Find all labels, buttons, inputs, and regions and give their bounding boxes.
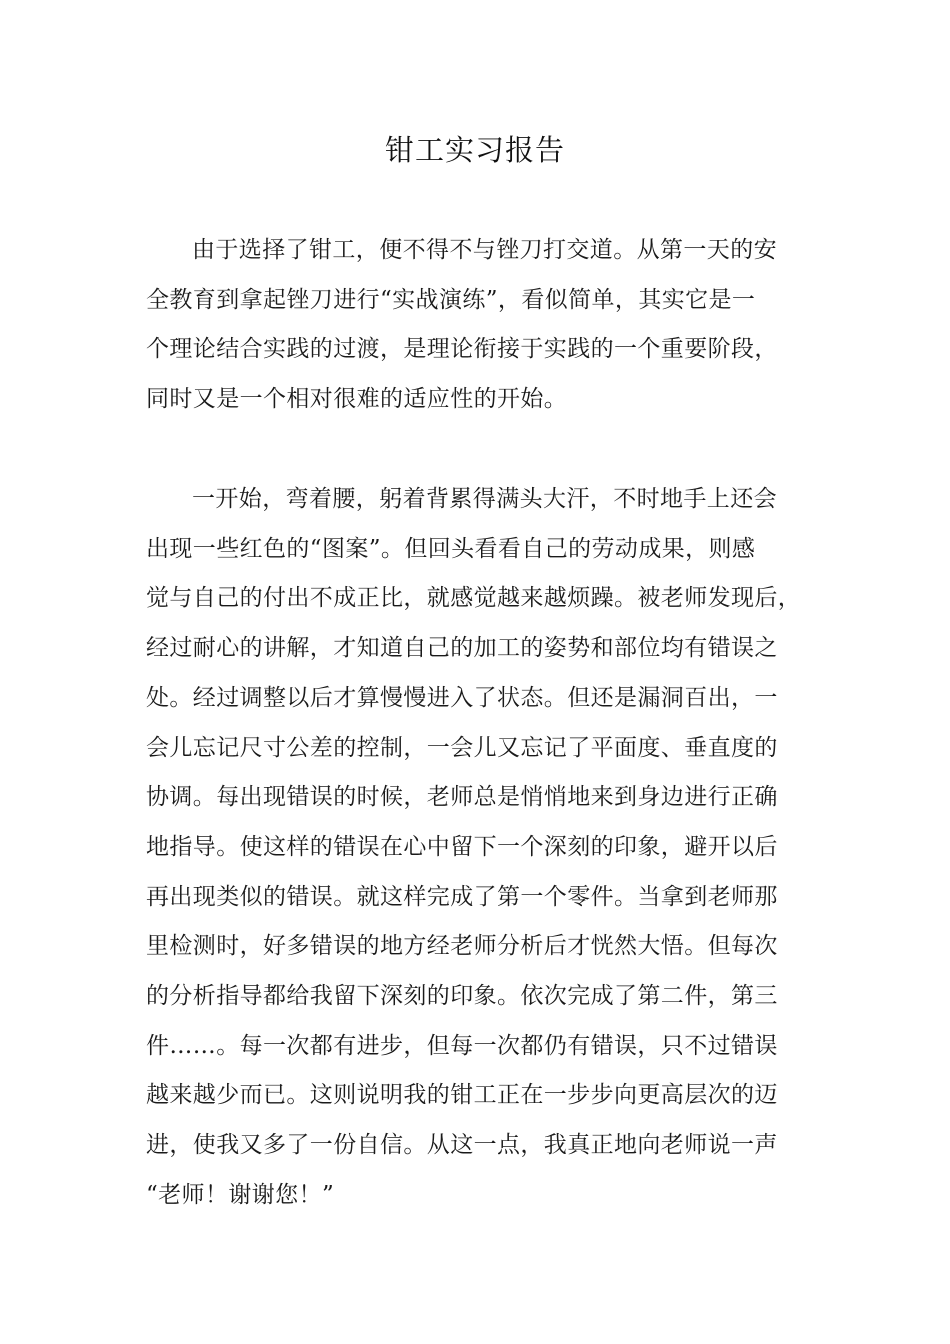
- paragraph-line: 会儿忘记尺寸公差的控制，一会儿又忘记了平面度、垂直度的: [146, 734, 778, 761]
- paragraph-line: 里检测时，好多错误的地方经老师分析后才恍然大悟。但每次: [146, 933, 778, 960]
- paragraph-line: “老师！谢谢您！”: [146, 1181, 335, 1208]
- paragraph-line: 进，使我又多了一份自信。从这一点，我真正地向老师说一声: [146, 1132, 778, 1159]
- paragraph-line: 由于选择了钳工，便不得不与锉刀打交道。从第一天的安: [192, 237, 777, 263]
- paragraph-line: 件……。每一次都有进步，但每一次都仍有错误，只不过错误: [146, 1032, 778, 1059]
- paragraph-2: [146, 475, 814, 1221]
- paragraph-line: 协调。每出现错误的时候，老师总是悄悄地来到身边进行正确: [146, 784, 778, 811]
- paragraph-line: 出现一些红色的“图案”。但回头看看自己的劳动成果，则感: [146, 535, 756, 562]
- paragraph-line: 越来越少而已。这则说明我的钳工正在一步步向更高层次的迈: [146, 1082, 778, 1109]
- paragraph-line: 地指导。使这样的错误在心中留下一个深刻的印象，避开以后: [146, 833, 778, 860]
- paragraph-1: [146, 226, 814, 425]
- paragraph-line: 的分析指导都给我留下深刻的印象。依次完成了第二件，第三: [146, 983, 778, 1010]
- paragraph-line: 再出现类似的错误。就这样完成了第一个零件。当拿到老师那: [146, 883, 778, 910]
- paragraph-line: 经过耐心的讲解，才知道自己的加工的姿势和部位均有错误之: [146, 635, 778, 662]
- paragraph-line: 处。经过调整以后才算慢慢进入了状态。但还是漏洞百出，一: [146, 684, 778, 711]
- paragraph-line: 一开始，弯着腰，躬着背累得满头大汗，不时地手上还会: [192, 486, 777, 512]
- paragraph-line: 全教育到拿起锉刀进行“实战演练”，看似简单，其实它是一: [146, 286, 756, 313]
- paragraph-line: 觉与自己的付出不成正比，就感觉越来越烦躁。被老师发现后，: [146, 585, 802, 612]
- paragraph-line: 同时又是一个相对很难的适应性的开始。: [146, 386, 568, 413]
- paragraph-line: 个理论结合实践的过渡，是理论衔接于实践的一个重要阶段，: [146, 336, 778, 363]
- document-title: 钳工实习报告: [384, 133, 565, 167]
